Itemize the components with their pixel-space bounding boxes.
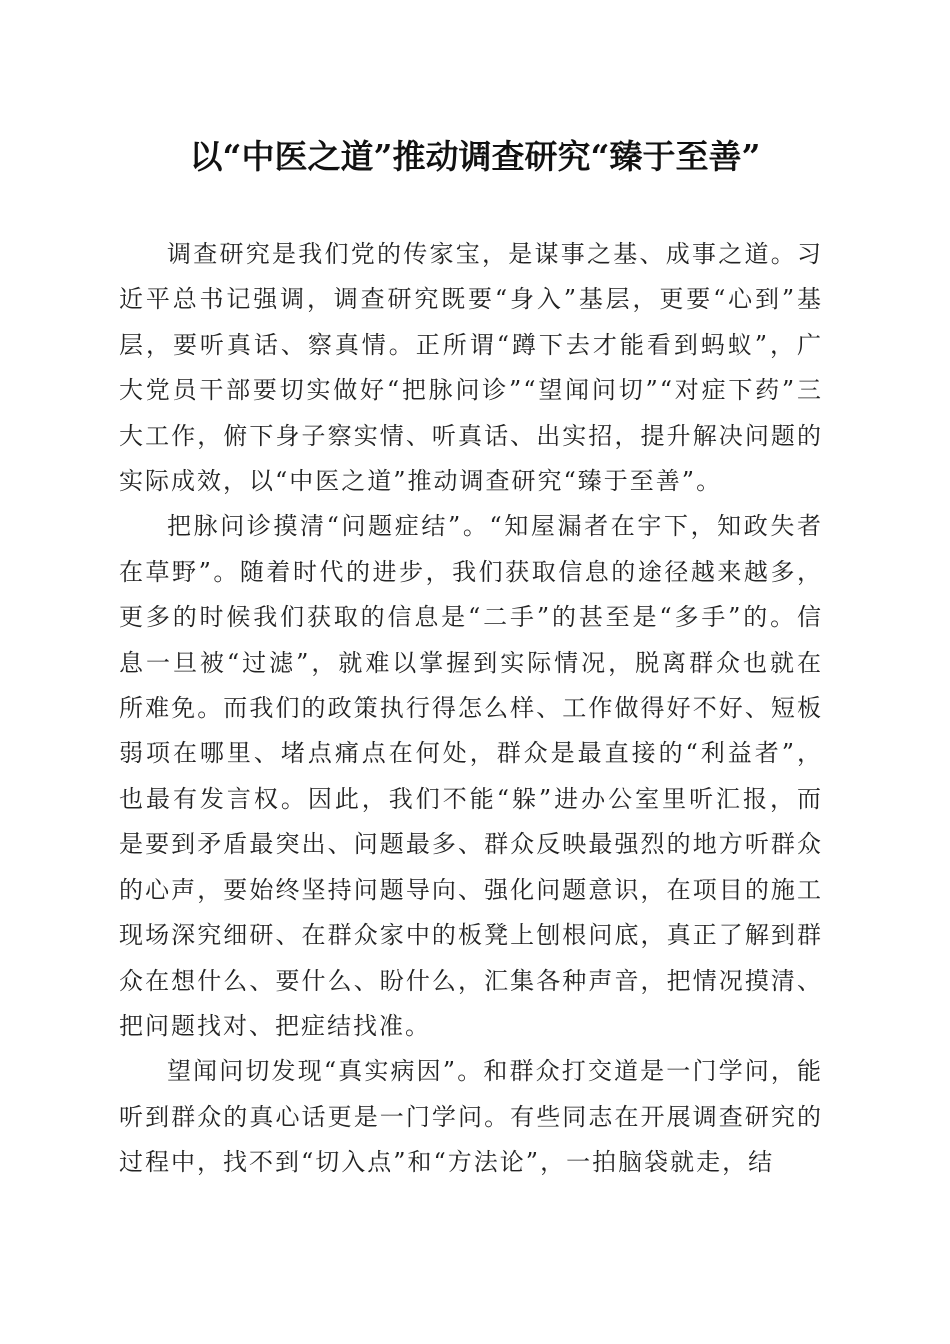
document-body xyxy=(119,232,823,1186)
paragraph-intro: 调查研究是我们党的传家宝，是谋事之基、成事之道。习近平总书记强调，调查研究既要“身入”基层，更要“心到”基层，要听真话、察真情。正所谓“蹲下去才能看到蚂蚁”，广大党员干部要切实做好“把脉问诊”“望闻问切”“对症下药”三大工作，俯下身子察实情、听真话、出实招，提升解决问题的实际成效，以“中医之道”推动调查研究“臻于至善”。 xyxy=(119,240,823,496)
document-title: 以“中医之道”推动调查研究“臻于至善” xyxy=(189,137,761,176)
paragraph-four-examinations: 望闻问切发现“真实病因”。和群众打交道是一门学问，能听到群众的真心话更是一门学问。有些同志在开展调查研究的过程中，找不到“切入点”和“方法论”，一拍脑袋就走，结 xyxy=(119,1057,823,1177)
paragraph-pulse-diagnosis: 把脉问诊摸清“问题症结”。“知屋漏者在宇下，知政失者在草野”。随着时代的进步，我们获取信息的途径越来越多，更多的时候我们获取的信息是“二手”的甚至是“多手”的。信息一旦被“过滤”，就难以掌握到实际情况，脱离群众也就在所难免。而我们的政策执行得怎么样、工作做得好不好、短板弱项在哪里、堵点痛点在何处，群众是最直接的“利益者”，也最有发言权。因此，我们不能“躲”进办公室里听汇报，而是要到矛盾最突出、问题最多、群众反映最强烈的地方听群众的心声，要始终坚持问题导向、强化问题意识，在项目的施工现场深究细研、在群众家中的板凳上刨根问底，真正了解到群众在想什么、要什么、盼什么，汇集各种声音，把情况摸清、把问题找对、把症结找准。 xyxy=(119,512,823,1040)
